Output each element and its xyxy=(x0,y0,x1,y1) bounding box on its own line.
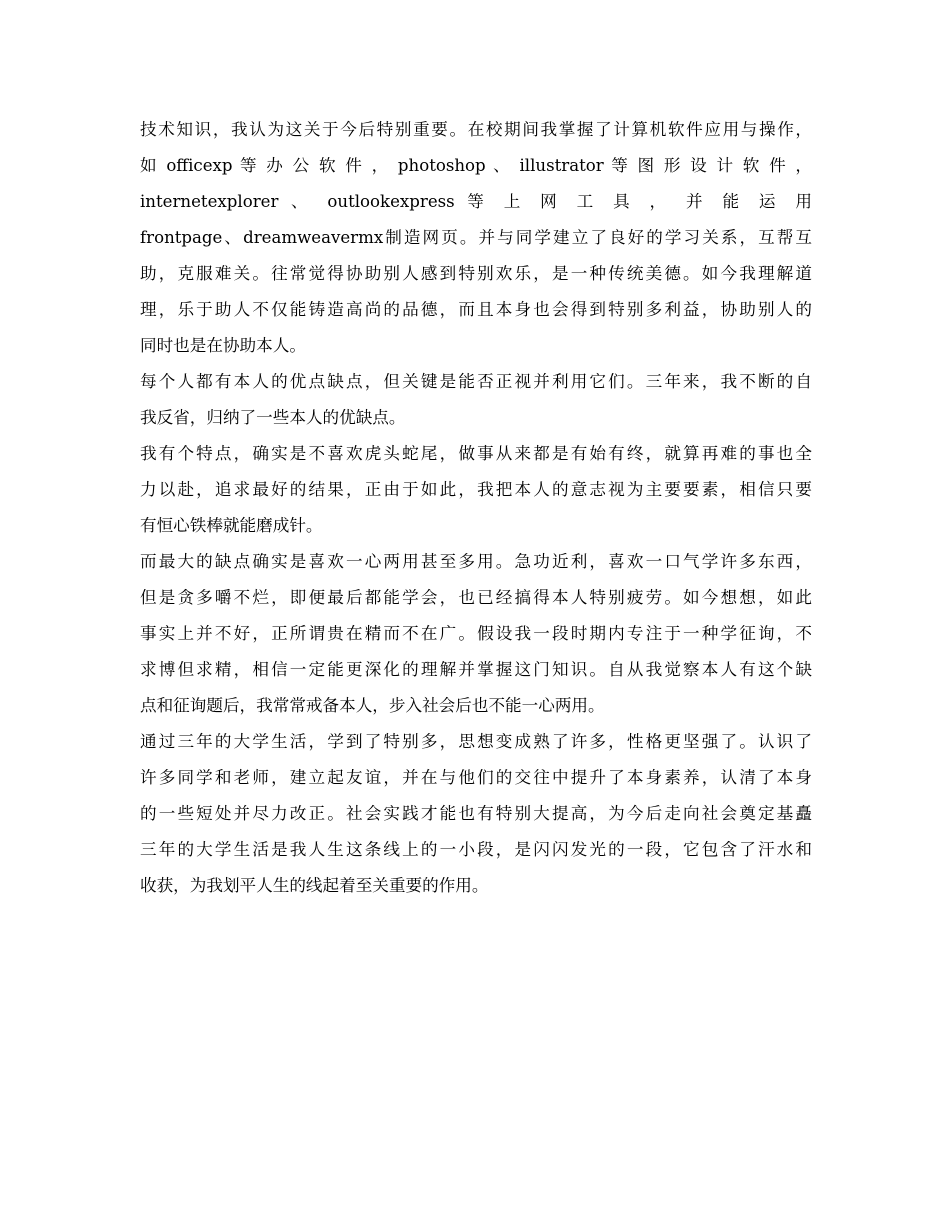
document-body xyxy=(140,112,812,904)
text-line: 如 officexp 等 办 公 软 件 ， photoshop 、 illustrator 等 图 形 设 计 软 件 ， xyxy=(140,156,812,175)
text-line: 许多同学和老师，建立起友谊，并在与他们的交往中提升了本身素养，认清了本身 xyxy=(140,768,812,787)
text-line: 三年的大学生活是我人生这条线上的一小段，是闪闪发光的一段，它包含了汗水和 xyxy=(140,840,812,859)
text-line: 同时也是在协助本人。 xyxy=(140,336,306,355)
text-line: 事实上并不好，正所谓贵在精而不在广。假设我一段时期内专注于一种学征询，不 xyxy=(140,624,812,643)
text-line: 助，克服难关。往常觉得协助别人感到特别欢乐，是一种传统美德。如今我理解道 xyxy=(140,264,812,283)
text-line: 技术知识，我认为这关于今后特别重要。在校期间我掌握了计算机软件应用与操作， xyxy=(140,120,812,139)
text-line: 收获，为我划平人生的线起着至关重要的作用。 xyxy=(140,876,489,895)
text-line: 有恒心铁棒就能磨成针。 xyxy=(140,516,323,535)
text-line: 而最大的缺点确实是喜欢一心两用甚至多用。急功近利，喜欢一口气学许多东西， xyxy=(140,552,812,571)
text-line: 求博但求精，相信一定能更深化的理解并掌握这门知识。自从我觉察本人有这个缺 xyxy=(140,660,812,679)
text-line: frontpage、dreamweavermx制造网页。并与同学建立了良好的学习关系，互帮互 xyxy=(140,228,812,247)
text-line: 点和征询题后，我常常戒备本人，步入社会后也不能一心两用。 xyxy=(140,696,605,715)
text-line: 通过三年的大学生活，学到了特别多，思想变成熟了许多，性格更坚强了。认识了 xyxy=(140,732,812,751)
text-line: 但是贪多嚼不烂，即便最后都能学会，也已经搞得本人特别疲劳。如今想想，如此 xyxy=(140,588,812,607)
text-line: 力以赴，追求最好的结果，正由于如此，我把本人的意志视为主要要素，相信只要 xyxy=(140,480,812,499)
text-line: 我有个特点，确实是不喜欢虎头蛇尾，做事从来都是有始有终，就算再难的事也全 xyxy=(140,444,812,463)
text-line: 的一些短处并尽力改正。社会实践才能也有特别大提高，为今后走向社会奠定基矗 xyxy=(140,804,812,823)
text-line: 每个人都有本人的优点缺点，但关键是能否正视并利用它们。三年来，我不断的自 xyxy=(140,372,812,391)
text-line: 我反省，归纳了一些本人的优缺点。 xyxy=(140,408,406,427)
text-line: internetexplorer 、 outlookexpress 等 上 网 工 具 ， 并 能 运 用 xyxy=(140,192,812,211)
text-line: 理，乐于助人不仅能铸造高尚的品德，而且本身也会得到特别多利益，协助别人的 xyxy=(140,300,812,319)
